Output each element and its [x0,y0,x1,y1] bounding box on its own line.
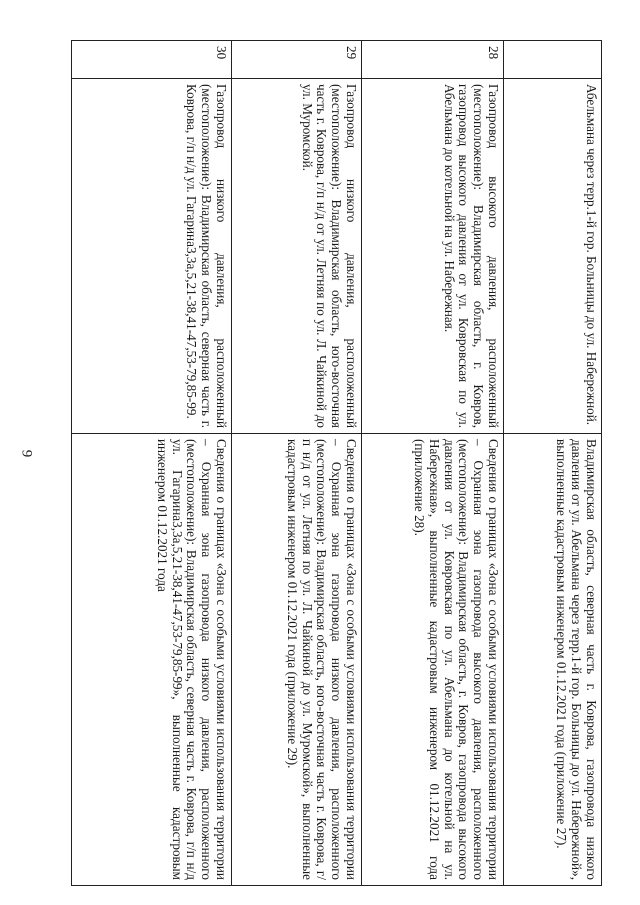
table-row [72,41,232,886]
zone-info-cell [72,434,232,886]
row-number-cell [504,41,602,79]
zone-info: Сведения о границах «Зона с особыми условиями использования территории – Охранная зона газопровода высокого давления, расположенного (местоположение): Владимирская область, г. Ковров, газопровода высокого давления от ул. Ковровская по ул. Абельмана до котельной на ул. Набережная», выполненные кадастровым инженером 01.12.2021 года (приложение 28). [412,439,501,880]
object-name: Газопровод низкого давления, расположенный (местоположение): Владимирская область, северная часть г. Коврова, г/п н/д ул. Гагарина3,3а,5,21-38,41-47,53-79,85-99. [184,84,229,428]
row-number-cell [232,41,362,79]
zone-info: Сведения о границах «Зона с особыми условиями использования территории – Охранная зона газопровода низкого давления, расположенного (местоположение): Владимирская область, северная часть г. Коврова, г/п н/д ул. Гагарина3,3а,5,21-38,41-47,53-79,85-99», выполненные кадастровым инженером 01.12.2021 года [154,439,229,880]
document-page [72,40,602,885]
zone-info-cell [362,434,504,886]
object-name-cell [72,79,232,434]
row-number: 29 [344,46,359,60]
row-number: 28 [486,46,501,60]
page-number: 9 [18,449,35,458]
object-name-cell [232,79,362,434]
table-row [232,41,362,886]
zone-info: Сведения о границах «Зона с особыми условиями использования территории – Охранная зона газопровода низкого давления, расположенного (местоположение): Владимирская область, юго-восточная часть г. Коврова, г/п н/д от ул. Летняя по ул. Л. Чайкиной до ул. Муромской», выполненные кадастровым инженером 01.12.2021 года (приложение 29). [284,439,359,880]
row-number-cell [362,41,504,79]
zone-info: Владимирская область, северная часть г. Коврова, газопровода низкого давления от ул. Абельмана через терр.1-й гор. Больницы до ул. Набережной», выполненные кадастровым инженером 01.12.2021 года (приложение 27). [554,439,599,880]
row-number-cell [72,41,232,79]
zone-info-cell [232,434,362,886]
row-number: 30 [214,46,229,60]
object-name: Газопровод низкого давления, расположенный (местоположение): Владимирская область, юго-восточная часть г. Коврова, г/п н/д от ул. Летняя по ул. Л. Чайкиной до ул. Муромской. [299,84,359,428]
object-name-cell [362,79,504,434]
table-row [504,41,602,886]
zone-info-cell [504,434,602,886]
object-name: Абельмана через терр.1-й гор. Больницы до ул. Набережной. [584,84,599,426]
table-row [362,41,504,886]
object-name-cell [504,79,602,434]
object-name: Газопровод высокого давления, расположенный (местоположение): Владимирская область, г. Ковров, газопровод высокого давления от ул. Ковровская по ул. Абельмана до котельной на ул. Набережная. [441,84,501,428]
zones-table [71,40,602,886]
